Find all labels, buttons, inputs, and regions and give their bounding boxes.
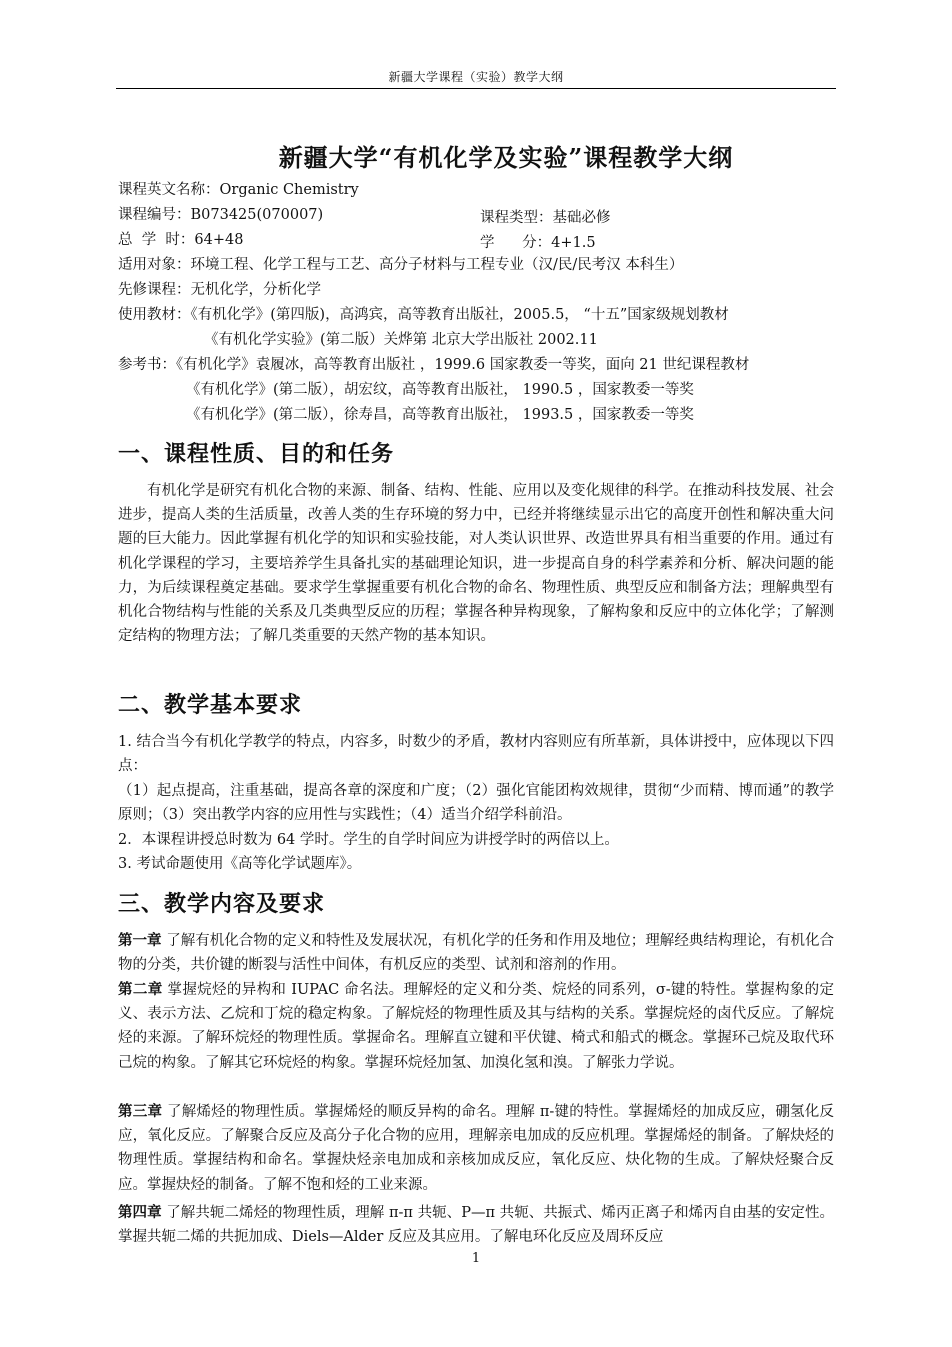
textbook-line-1: 使用教材：《有机化学》(第四版)，高鸿宾，高等教育出版社，2005.5， “十五”国家级规划教材 [118, 307, 729, 323]
running-header: 新疆大学课程（实验）教学大纲 [388, 70, 564, 84]
section-3-heading: 三、教学内容及要求 [118, 891, 326, 917]
section-2-heading: 二、教学基本要求 [118, 692, 303, 718]
reference-line-1: 参考书：《有机化学》袁履冰，高等教育出版社 ，1999.6 国家教委一等奖，面向 21 世纪课程教材 [118, 357, 750, 373]
audience-line: 适用对象：环境工程、化学工程与工艺、高分子材料与工程专业（汉/民/民考汉 本科生） [118, 257, 684, 273]
chapter-3 [118, 1100, 834, 1197]
section-2-item-2: 2．本课程讲授总时数为 64 学时。学生的自学时间应为讲授学时的两倍以上。 [118, 832, 619, 848]
chapter-2 [118, 978, 834, 1075]
section-1-body: 有机化学是研究有机化合物的来源、制备、结构、性能、应用以及变化规律的科学。在推动科技发展、社会进步，提高人类的生活质量，改善人类的生存环境的努力中，已经并将继续显示出它的高度开创性和解决重大问题的巨大能力。因此掌握有机化学的知识和实验技能，对人类认识世界、改造世界具有相当重要的作用。通过有机化学课程的学习，主要培养学生具备扎实的基础理论知识，进一步提高自身的科学素养和分析、解决问题的能力，为后续课程奠定基础。要求学生掌握重要有机化合物的命名、物理性质、典型反应和制备方法；理解典型有机化合物结构与性能的关系及几类典型反应的历程；掌握各种异构现象，了解构象和反应中的立体化学；了解测定结构的物理方法；了解几类重要的天然产物的基本知识。 [118, 483, 834, 645]
chapter-1 [118, 929, 834, 977]
reference-line-3: 《有机化学》(第二版），徐寿昌，高等教育出版社， 1993.5 ，国家教委一等奖 [186, 407, 694, 423]
header-rule [116, 88, 836, 89]
course-type-line: 课程类型：基础必修 [480, 210, 611, 226]
document-title: 新疆大学“有机化学及实验”课程教学大纲 [278, 143, 734, 172]
chapter-text: 了解共轭二烯烃的物理性质，理解 π-π 共轭、P—π 共轭、共振式、烯丙正离子和烯丙自由基的安定性。掌握共轭二烯的共扼加成、Diels—Alder 反应及其应用。了解电环化反应及周环反应 [118, 1205, 834, 1246]
section-1-heading: 一、课程性质、目的和任务 [118, 441, 395, 467]
chapter-label: 第三章 [118, 1103, 163, 1120]
chapter-label: 第二章 [118, 981, 163, 998]
section-2-item-1-points: （1）起点提高，注重基础，提高各章的深度和广度；（2）强化官能团构效规律，贯彻“少而精、博而通”的教学原则；（3）突出教学内容的应用性与实践性；（4）适当介绍学科前沿。 [118, 783, 834, 824]
chapter-label: 第一章 [118, 932, 162, 949]
chapter-4 [118, 1201, 834, 1249]
page-number: 1 [471, 1251, 481, 1266]
section-2-item-3: 3. 考试命题使用《高等化学试题库》。 [118, 856, 362, 872]
chapter-text: 掌握烷烃的异构和 IUPAC 命名法。理解烃的定义和分类、烷烃的同系列，σ-键的特性。掌握构象的定义、表示方法、乙烷和丁烷的稳定构象。了解烷烃的物理性质及其与结构的关系。掌握烷烃的卤代反应。了解烷烃的来源。了解环烷烃的物理性质。掌握命名。理解直立键和平伏键、椅式和船式的概念。掌握环己烷及取代环己烷的构象。了解其它环烷烃的构象。掌握环烷烃加氢、加溴化氢和溴。了解张力学说。 [118, 982, 835, 1071]
reference-line-2: 《有机化学》(第二版），胡宏纹，高等教育出版社， 1990.5 ，国家教委一等奖 [186, 382, 694, 398]
total-hours-line: 总 学 时：64+48 [118, 232, 244, 248]
chapter-text: 了解烯烃的物理性质。掌握烯烃的顺反异构的命名。理解 π-键的特性。掌握烯烃的加成反应，硼氢化反应，氧化反应。了解聚合反应及高分子化合物的应用，理解亲电加成的反应机理。掌握烯烃的制备。了解炔烃的物理性质。掌握结构和命名。掌握炔烃亲电加成和亲核加成反应，氧化反应、炔化物的生成。了解炔烃聚合反应。掌握炔烃的制备。了解不饱和烃的工业来源。 [118, 1104, 834, 1193]
english-name-line: 课程英文名称：Organic Chemistry [118, 182, 359, 198]
prerequisite-line: 先修课程：无机化学，分析化学 [118, 282, 321, 298]
course-code-line: 课程编号：B073425(070007) [118, 207, 324, 223]
chapter-text: 了解有机化合物的定义和特性及发展状况，有机化学的任务和作用及地位；理解经典结构理论，有机化合物的分类，共价键的断裂与活性中间体，有机反应的类型、试剂和溶剂的作用。 [118, 933, 835, 974]
section-2-item-1: 1. 结合当今有机化学教学的特点，内容多，时数少的矛盾，教材内容则应有所革新，具体讲授中，应体现以下四点： [118, 734, 834, 775]
textbook-line-2: 《有机化学实验》(第二版）关烨第 北京大学出版社 2002.11 [204, 332, 598, 348]
credits-line: 学 分：4+1.5 [480, 235, 596, 251]
chapter-label: 第四章 [118, 1204, 162, 1221]
